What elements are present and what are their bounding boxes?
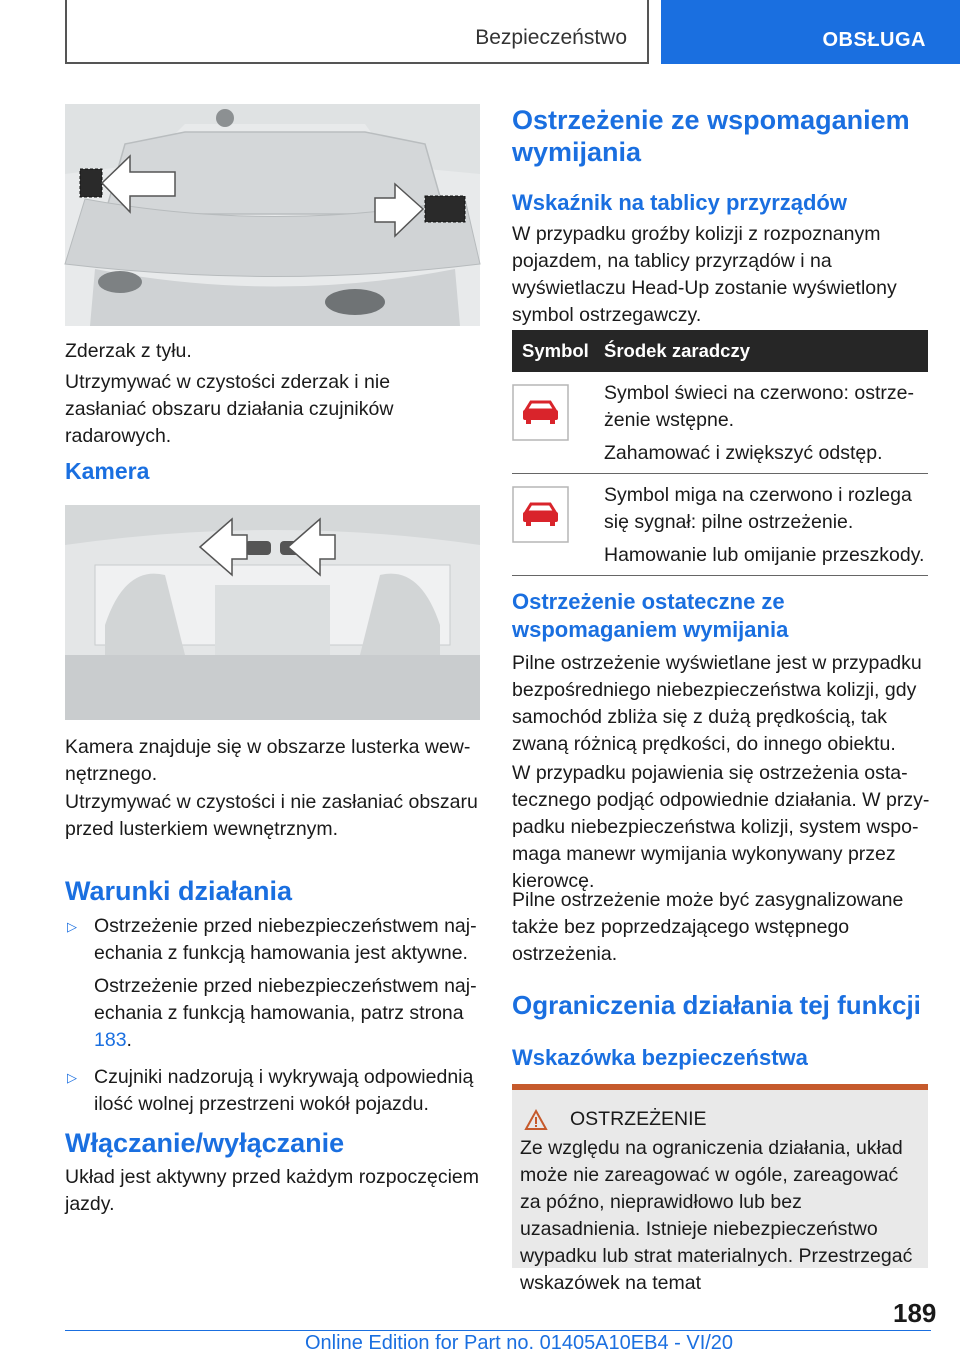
table-cell-symbol (512, 380, 604, 467)
row1-line2: Zahamować i zwiększyć odstęp. (604, 442, 883, 464)
table-row (512, 372, 928, 473)
ostateczne-paragraph-3: Pilne ostrzeżenie może być zasygnalizowane także bez poprzedzającego wstępnego ostrzeżenia. (512, 889, 904, 965)
interior-camera-image (65, 505, 480, 720)
wskazowka-heading: Wskazówka bezpieczeństwa (512, 1045, 808, 1070)
warning-box (512, 1084, 928, 1294)
rear-bumper-caption: Zderzak z tyłu. (65, 340, 192, 362)
warning-title-row (524, 1108, 928, 1131)
rear-bumper-image (65, 104, 480, 326)
ostateczne-paragraph-2: W przypadku pojawienia się ostrzeżenia ostatecznego podjąć odpowiednie działania. W przypadku niebezpieczeństwa kolizji, system wspomaga manewr wymijania wykonywany przez kierowcę. (512, 762, 930, 892)
table-header-row (512, 330, 928, 372)
ostateczne-paragraph-1: Pilne ostrzeżenie wyświetlane jest w przypadku bezpośredniego niebezpieczeństwa kolizji, gdy samochód zbliża się z dużą prędkością, tak zwaną różnicą prędkości, do innego obiektu. (512, 652, 922, 755)
wlaczanie-text: Układ jest aktywny przed każdym rozpoczęciem jazdy. (65, 1166, 479, 1215)
table-header-symbol: Symbol (522, 340, 589, 361)
camera-clean-text: Utrzymywać w czystości i nie zasłaniać obszaru przed lusterkiem wewnętrznym. (65, 791, 478, 840)
row1-line1: Symbol świeci na czerwono: ostrzeżenie wstępne. (604, 382, 914, 431)
warunki-heading: Warunki działania (65, 876, 293, 906)
header-section-box (65, 0, 649, 64)
conditions-list (65, 913, 480, 1118)
row2-line1: Symbol miga na czerwono i rozlega się sygnał: pilne ostrzeżenie. (604, 484, 912, 533)
table-divider (512, 575, 928, 576)
header-section-title: Bezpieczeństwo (475, 26, 627, 49)
list-item (65, 1064, 480, 1118)
car-warning-red-icon (512, 384, 569, 441)
rear-bumper-text: Utrzymywać w czystości zderzak i nie zasłaniać obszaru działania czujników radarowych. (65, 371, 394, 447)
warning-triangle-icon (524, 1109, 548, 1131)
page-number: 189 (893, 1298, 937, 1328)
table-header-action: Środek zaradczy (604, 340, 751, 361)
car-warning-flashing-icon (512, 486, 569, 543)
symbol-table (512, 330, 928, 576)
table-cell-symbol (512, 482, 604, 569)
table-cell-action (604, 380, 928, 467)
camera-location-text: Kamera znajduje się w obszarze lusterka wewnętrznego. (65, 736, 471, 785)
wlaczanie-heading: Włączanie/wyłączanie (65, 1128, 345, 1158)
interior-camera-illustration (65, 505, 480, 720)
main-section-title: Ostrzeżenie ze wspomaganiem wymijania (512, 105, 910, 167)
ostateczne-heading: Ostrzeżenie ostateczne ze wspomaganiem wymijania (512, 589, 789, 642)
bullet-triangle-icon: ▷ (67, 1070, 77, 1085)
ograniczenia-heading: Ograniczenia działania tej funkcji (512, 990, 921, 1020)
header-chapter-tab[interactable] (661, 0, 960, 64)
table-cell-action (604, 482, 928, 569)
rear-bumper-illustration (65, 104, 480, 326)
list-item (65, 913, 480, 1054)
bullet1-subtext (94, 973, 480, 1054)
wskaznik-text: W przypadku groźby kolizji z rozpoznanym pojazdem, na tablicy przyrządów i na wyświetlaczu Head-Up zostanie wyświetlony symbol ostrzegawczy. (512, 223, 897, 326)
bullet2-text: Czujniki nadzorują i wykrywają odpowiednią ilość wolnej przestrzeni wokół pojazdu. (94, 1066, 474, 1115)
footer-edition: Online Edition for Part no. 01405A10EB4 - VI/20 (305, 1332, 734, 1354)
warning-text: Ze względu na ograniczenia działania, układ może nie zareagować w ogóle, zareagować za późno, nieprawidłowo lub bez uzasadnienia. Istnieje niebezpieczeństwo wypadku lub strat materialnych. Przestrzegać wskazówek na temat (520, 1137, 913, 1294)
row2-line2: Hamowanie lub omijanie przeszkody. (604, 544, 925, 566)
footer-rule (65, 1330, 931, 1331)
bullet1-sub-end: . (126, 1029, 132, 1051)
table-row (512, 474, 928, 575)
bullet-triangle-icon: ▷ (67, 919, 77, 934)
header-chapter-label: OBSŁUGA (822, 29, 926, 51)
warning-title: OSTRZEŻENIE (570, 1108, 707, 1130)
warning-top-bar (512, 1084, 928, 1090)
page-link-183[interactable]: 183 (94, 1029, 127, 1051)
bullet1-sub-text: Ostrzeżenie przed niebezpieczeństwem najechania z funkcją hamowania, patrz strona (94, 975, 477, 1024)
kamera-heading: Kamera (65, 458, 150, 484)
wskaznik-heading: Wskaźnik na tablicy przyrządów (512, 190, 847, 215)
bullet1-text: Ostrzeżenie przed niebezpieczeństwem najechania z funkcją hamowania jest aktywne. (94, 915, 477, 964)
